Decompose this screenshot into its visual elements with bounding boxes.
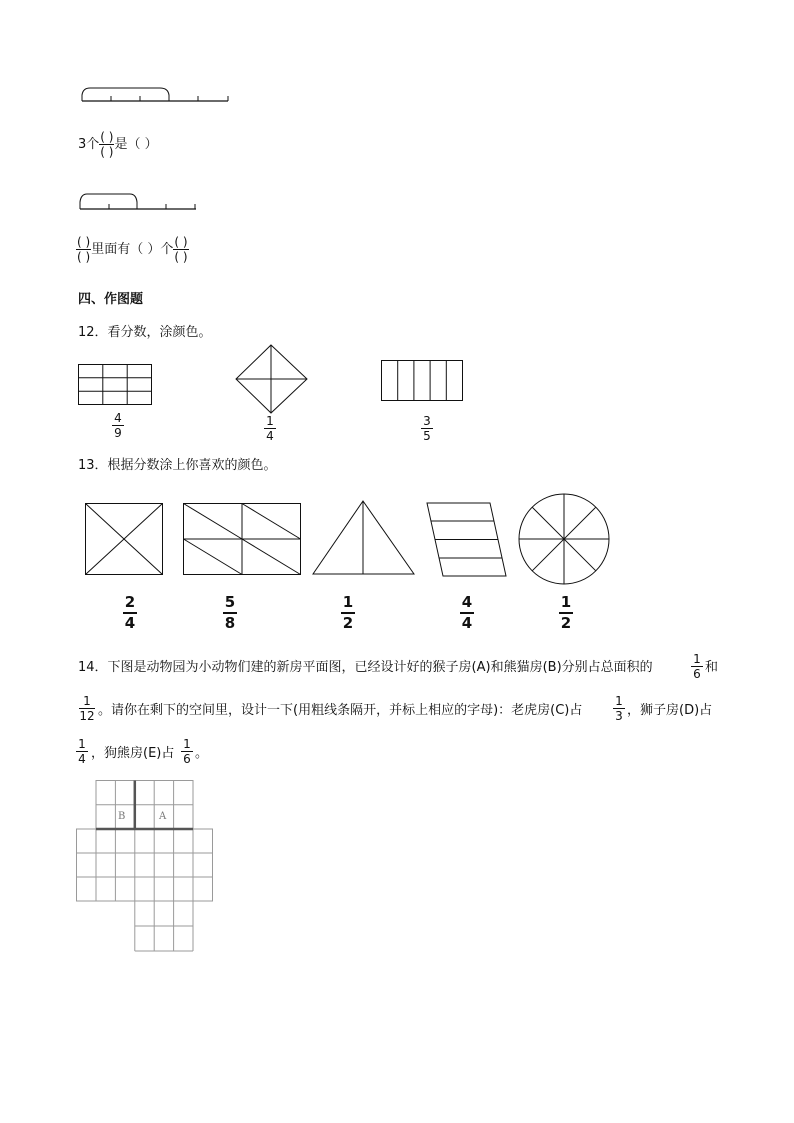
row2-middle: 里面有（ ）个: [91, 242, 174, 257]
row2: [76, 235, 189, 264]
q13-fraction-4: 4 4: [461, 593, 473, 632]
q14-frac-1-6: 1 6: [687, 652, 707, 681]
q14-frac-1-12: 1 12: [79, 694, 95, 723]
q13-triangle: [312, 500, 416, 576]
q12-diamond: [235, 344, 309, 414]
q12-fraction-2: 1 4: [260, 414, 280, 443]
q13-fraction-2: 5 8: [224, 593, 236, 632]
q14-frac-1-6b: 1 6: [177, 737, 197, 766]
q14-line1: 14．下图是动物园为小动物们建的新房平面图，已经设计好的猴子房(A)和熊猫房(B)分别占总面积的: [78, 660, 653, 675]
q13-fraction-3: 1 2: [342, 593, 354, 632]
row1: [78, 130, 158, 159]
segment-diagram-2: [78, 192, 208, 212]
q12-striped-rectangle: [381, 360, 465, 402]
q12-fraction-3: 3 5: [417, 414, 437, 443]
section-title: 四、作图题: [78, 292, 144, 307]
row1-middle: 是（ ）: [114, 137, 158, 152]
q12-grid-rectangle: [78, 364, 154, 406]
q14-line2-tail: ，狮子房(D)占: [627, 703, 713, 718]
q13-text: 13．根据分数涂上你喜欢的颜色。: [78, 458, 277, 473]
row2-blank-fraction-2: $\frac{( )}{( )}$: [174, 235, 188, 264]
q12-fraction-1: 4 9: [108, 411, 128, 440]
row1-blank-fraction: $\frac{( )}{( )}$: [100, 130, 114, 159]
q13-circle: [517, 492, 613, 588]
q13-fraction-1: 2 4: [124, 593, 136, 632]
q14-line3-text: ，狗熊房(E)占: [91, 746, 175, 761]
q13-parallelogram: [426, 502, 508, 578]
q14-line2-text: 。请你在剩下的空间里，设计一下(用粗线条隔开，并标上相应的字母)：老虎房(C)占: [98, 703, 583, 718]
segment-diagram-1: [80, 84, 230, 104]
q12-text: 12．看分数，涂颜色。: [78, 325, 212, 340]
row2-blank-fraction-1: $\frac{( )}{( )}$: [77, 235, 91, 264]
row1-prefix: 3个: [78, 137, 100, 152]
q13-rectangle-triangles: [183, 503, 303, 577]
q14-line3-tail: 。: [195, 746, 209, 761]
q14-frac-1-4: 1 4: [72, 737, 92, 766]
q13-fraction-5: 1 2: [560, 593, 572, 632]
q14-grid-label-b: B: [118, 811, 126, 822]
q14-floor-plan-grid: [76, 780, 216, 952]
q13-square-x: [85, 503, 165, 577]
q14-frac-1-3: 1 3: [609, 694, 629, 723]
q14-line1-tail: 和: [705, 660, 719, 675]
q14-grid-label-a: A: [159, 811, 167, 822]
